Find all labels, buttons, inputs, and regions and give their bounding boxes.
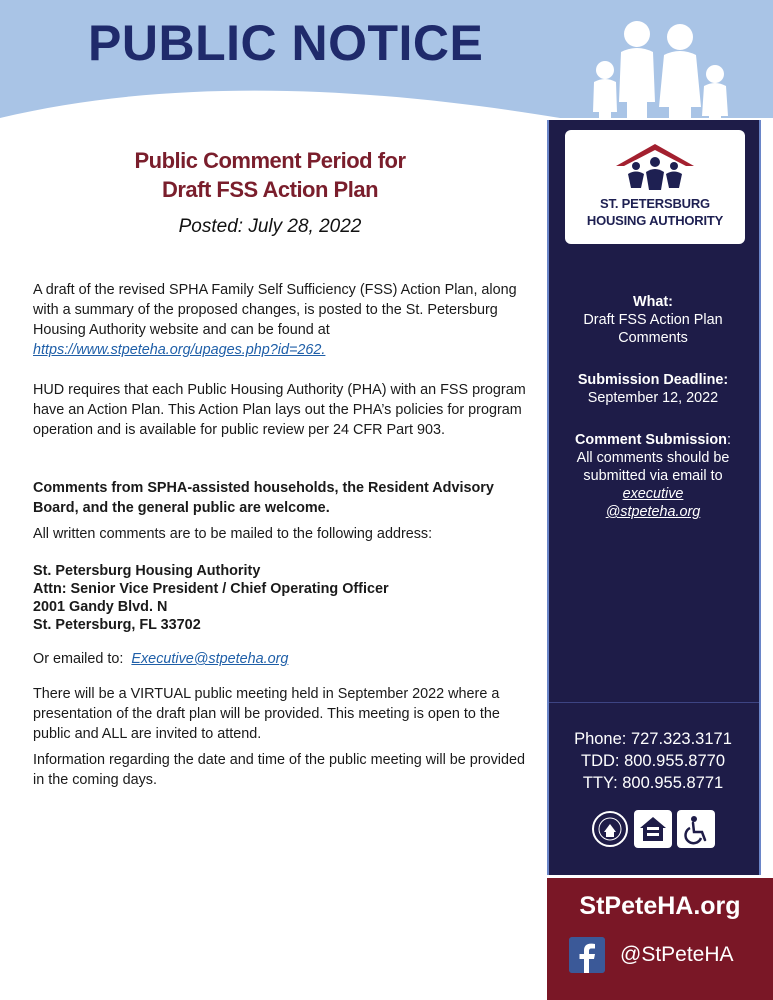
address-line: St. Petersburg Housing Authority	[33, 563, 261, 579]
meeting-info-text: Information regarding the date and time of the public meeting will be provided in the coming days.	[33, 752, 525, 788]
submission-text: All comments should be submitted via email to	[576, 450, 730, 484]
hud-requirement-text: HUD requires that each Public Housing Authority (PHA) with an FSS program have an Action Plan. This Action Plan lays out the PHA’s policies for program operation and is available for public review per 24 CFR Part 903.	[33, 382, 526, 438]
paragraph-draft-info	[33, 280, 533, 360]
what-block	[553, 293, 753, 347]
paragraph-draft-text: A draft of the revised SPHA Family Self Sufficiency (FSS) Action Plan, along with a summary of the proposed changes, is posted to the St. Petersburg Housing Authority website and can be found at	[33, 282, 517, 338]
what-value-line-1: Draft FSS Action Plan	[583, 312, 723, 328]
address-line: Attn: Senior Vice President / Chief Operating Officer	[33, 581, 389, 597]
notice-heading-line-2: Draft FSS Action Plan	[161, 177, 379, 202]
deadline-value: September 12, 2022	[587, 390, 719, 406]
house-logo-icon	[614, 142, 696, 196]
address-line: St. Petersburg, FL 33702	[33, 617, 201, 633]
submission-block	[553, 431, 753, 521]
paragraph-meeting-info	[33, 750, 533, 790]
facebook-handle[interactable]: @StPeteHA	[620, 943, 734, 966]
deadline-block	[553, 371, 753, 407]
what-label: What:	[633, 294, 673, 310]
submission-label-colon: :	[726, 432, 731, 448]
email-link[interactable]: Executive@stpeteha.org	[131, 651, 289, 667]
hud-seal-icon	[591, 810, 629, 848]
equal-housing-icon	[634, 810, 672, 848]
website-link[interactable]: StPeteHA.org	[579, 892, 741, 920]
posted-date: Posted: July 28, 2022	[178, 216, 362, 237]
mail-instructions-text: All written comments are to be mailed to the following address:	[33, 526, 433, 542]
notice-heading	[60, 146, 480, 204]
submission-email-link-2[interactable]: @stpeteha.org	[605, 504, 701, 520]
address-line: 2001 Gandy Blvd. N	[33, 599, 168, 615]
deadline-label: Submission Deadline:	[577, 372, 729, 388]
paragraph-virtual-meeting	[33, 684, 533, 744]
virtual-meeting-text: There will be a VIRTUAL public meeting held in September 2022 where a presentation of the draft plan will be provided. This meeting is open to the public and ALL are invited to attend.	[33, 686, 500, 742]
what-value-line-2: Comments	[618, 330, 688, 346]
spha-logo	[565, 130, 745, 244]
mailing-address	[33, 562, 533, 634]
paragraph-comments-welcome	[33, 478, 533, 518]
draft-plan-link[interactable]: https://www.stpeteha.org/upages.php?id=262.	[33, 342, 326, 358]
family-silhouette-icon	[575, 12, 740, 137]
submission-email-link-1[interactable]: executive	[622, 486, 684, 502]
certification-icons	[591, 810, 716, 852]
email-prefix: Or emailed to:	[33, 651, 124, 667]
paragraph-hud-requirement	[33, 380, 533, 440]
email-line	[33, 649, 533, 669]
page-title: PUBLIC NOTICE	[88, 15, 484, 71]
sidebar-divider	[549, 702, 759, 703]
submission-label: Comment Submission	[575, 432, 727, 448]
facebook-icon[interactable]	[569, 937, 605, 973]
comments-welcome-text: Comments from SPHA-assisted households, the Resident Advisory Board, and the general public are welcome.	[33, 480, 494, 516]
accessibility-icon	[677, 810, 715, 848]
tty-number: TTY: 800.955.8771	[582, 774, 724, 792]
phone-number: Phone: 727.323.3171	[574, 730, 732, 748]
tdd-number: TDD: 800.955.8770	[580, 752, 725, 770]
logo-line-2: HOUSING AUTHORITY	[586, 213, 724, 228]
paragraph-mail-instructions	[33, 524, 533, 544]
logo-line-1: ST. PETERSBURG	[600, 196, 710, 211]
notice-heading-line-1: Public Comment Period for	[134, 148, 406, 173]
